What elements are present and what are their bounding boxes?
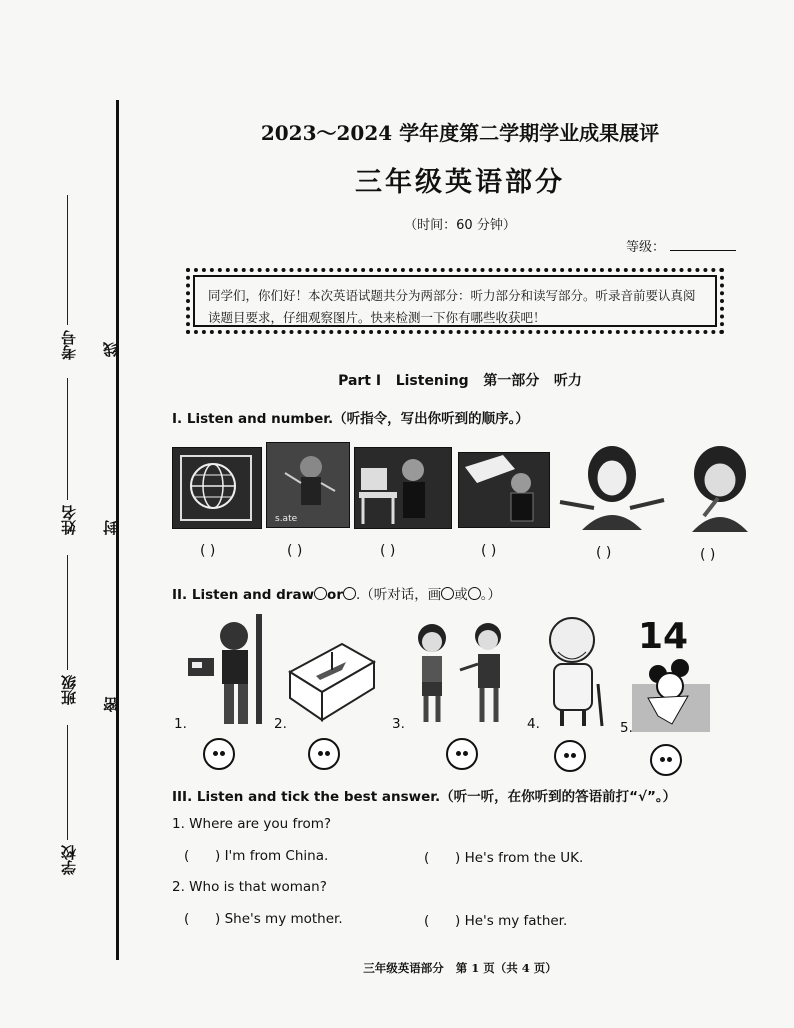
answer-paren-1[interactable]: ( ): [200, 543, 216, 559]
face-answer-2[interactable]: [308, 738, 340, 770]
exam-subtitle: 三年级英语部分: [355, 167, 565, 198]
answer-paren-4[interactable]: ( ): [481, 543, 497, 559]
picture-birthday-card: [628, 616, 712, 734]
part-title: Part I Listening 第一部分 听力: [338, 373, 582, 389]
exam-title: 2023～2024 学年度第二学期学业成果展评: [260, 121, 660, 145]
xian-label: 线: [102, 342, 120, 357]
answer-paren-2[interactable]: ( ): [287, 543, 303, 559]
grandpa-icon: [538, 614, 610, 730]
question-2: 2. Who is that woman?: [172, 879, 327, 895]
xingming-blank: [67, 378, 68, 500]
item-number-4: 4.: [527, 716, 540, 732]
page-footer: 三年级英语部分 第 1 页（共 4 页）: [363, 961, 557, 975]
face-answer-1[interactable]: [203, 738, 235, 770]
exam-time: （时间：60 分钟）: [404, 218, 516, 233]
item-number-2: 2.: [274, 716, 287, 732]
banji-label: 班级: [60, 675, 78, 705]
picture-girl-desk: [354, 447, 452, 529]
kaohao-blank: [67, 195, 68, 325]
girl-icon: [267, 443, 349, 527]
picture-globe: [172, 447, 262, 529]
section2-heading: [172, 583, 501, 603]
desk-icon: [355, 448, 451, 528]
box-icon: [459, 453, 549, 527]
boy-flag-icon: [186, 612, 266, 728]
section2-heading-end: 。）: [480, 587, 502, 603]
face-answer-5[interactable]: [650, 744, 682, 776]
calendar-number: 14: [638, 616, 689, 657]
section2-heading-or: or: [327, 587, 343, 603]
feng-label: 封: [102, 520, 120, 535]
section1-heading: I. Listen and number.（听指令，写出你听到的顺序。）: [172, 411, 529, 427]
sad-face-icon-2: [468, 587, 481, 600]
q2-option-a[interactable]: ( ) She's my mother.: [184, 911, 343, 927]
q1-option-a[interactable]: ( ) I'm from China.: [184, 848, 329, 864]
section2-heading-huo: 或: [454, 587, 468, 603]
grade-label: 等级：: [626, 240, 666, 255]
picture-two-boys: [408, 616, 512, 728]
picture-girl-box: [458, 452, 550, 528]
answer-paren-3[interactable]: ( ): [380, 543, 396, 559]
notice-text: 同学们，你们好！本次英语试题共分为两部分：听力部分和读写部分。听录音前要认真阅读题目要求，仔细观察图片。快来检测一下你有哪些收获吧！: [208, 288, 696, 325]
q2-option-b[interactable]: ( ) He's my father.: [424, 913, 568, 929]
xingming-label: 姓名: [60, 505, 78, 535]
item-number-1: 1.: [174, 716, 187, 732]
kaohao-label: 考号: [60, 330, 78, 360]
section2-heading-suffix: .（听对话，画: [355, 587, 442, 603]
face-answer-3[interactable]: [446, 738, 478, 770]
banji-blank: [67, 555, 68, 670]
xuexiao-blank: [67, 725, 68, 840]
answer-paren-6[interactable]: ( ): [700, 547, 716, 563]
notice-box: [186, 268, 724, 334]
cartoon-mouse-icon: [628, 616, 712, 734]
answer-paren-5[interactable]: ( ): [596, 545, 612, 561]
section3-heading: III. Listen and tick the best answer.（听一听，在你听到的答语前打“√”。）: [172, 789, 677, 805]
xuexiao-label: 学校: [60, 845, 78, 875]
globe-icon: [173, 448, 261, 528]
section2-heading-prefix: II. Listen and draw: [172, 587, 315, 603]
picture-boy-flag: [186, 612, 266, 728]
svg-text:s.ate: s.ate: [275, 514, 298, 524]
picture-girl-pointing: [682, 444, 758, 532]
picture-grandpa: [538, 614, 610, 730]
q1-option-b[interactable]: ( ) He's from the UK.: [424, 850, 584, 866]
picture-girl-dancing: [266, 442, 350, 528]
mi-label: 密: [102, 697, 120, 712]
picture-boat-box: [286, 636, 378, 722]
smile-face-icon-2: [441, 587, 454, 600]
face-answer-4[interactable]: [554, 740, 586, 772]
picture-woman-waving: [554, 444, 670, 532]
woman-icon: [554, 444, 670, 532]
girl-pointing-icon: [682, 444, 758, 532]
boat-box-icon: [286, 636, 378, 722]
sad-face-icon: [343, 587, 356, 600]
grade-blank[interactable]: [670, 250, 736, 251]
item-number-3: 3.: [392, 716, 405, 732]
question-1: 1. Where are you from?: [172, 816, 332, 832]
item-number-5: 5.: [620, 720, 633, 736]
smile-face-icon: [314, 587, 327, 600]
two-boys-icon: [408, 616, 512, 728]
